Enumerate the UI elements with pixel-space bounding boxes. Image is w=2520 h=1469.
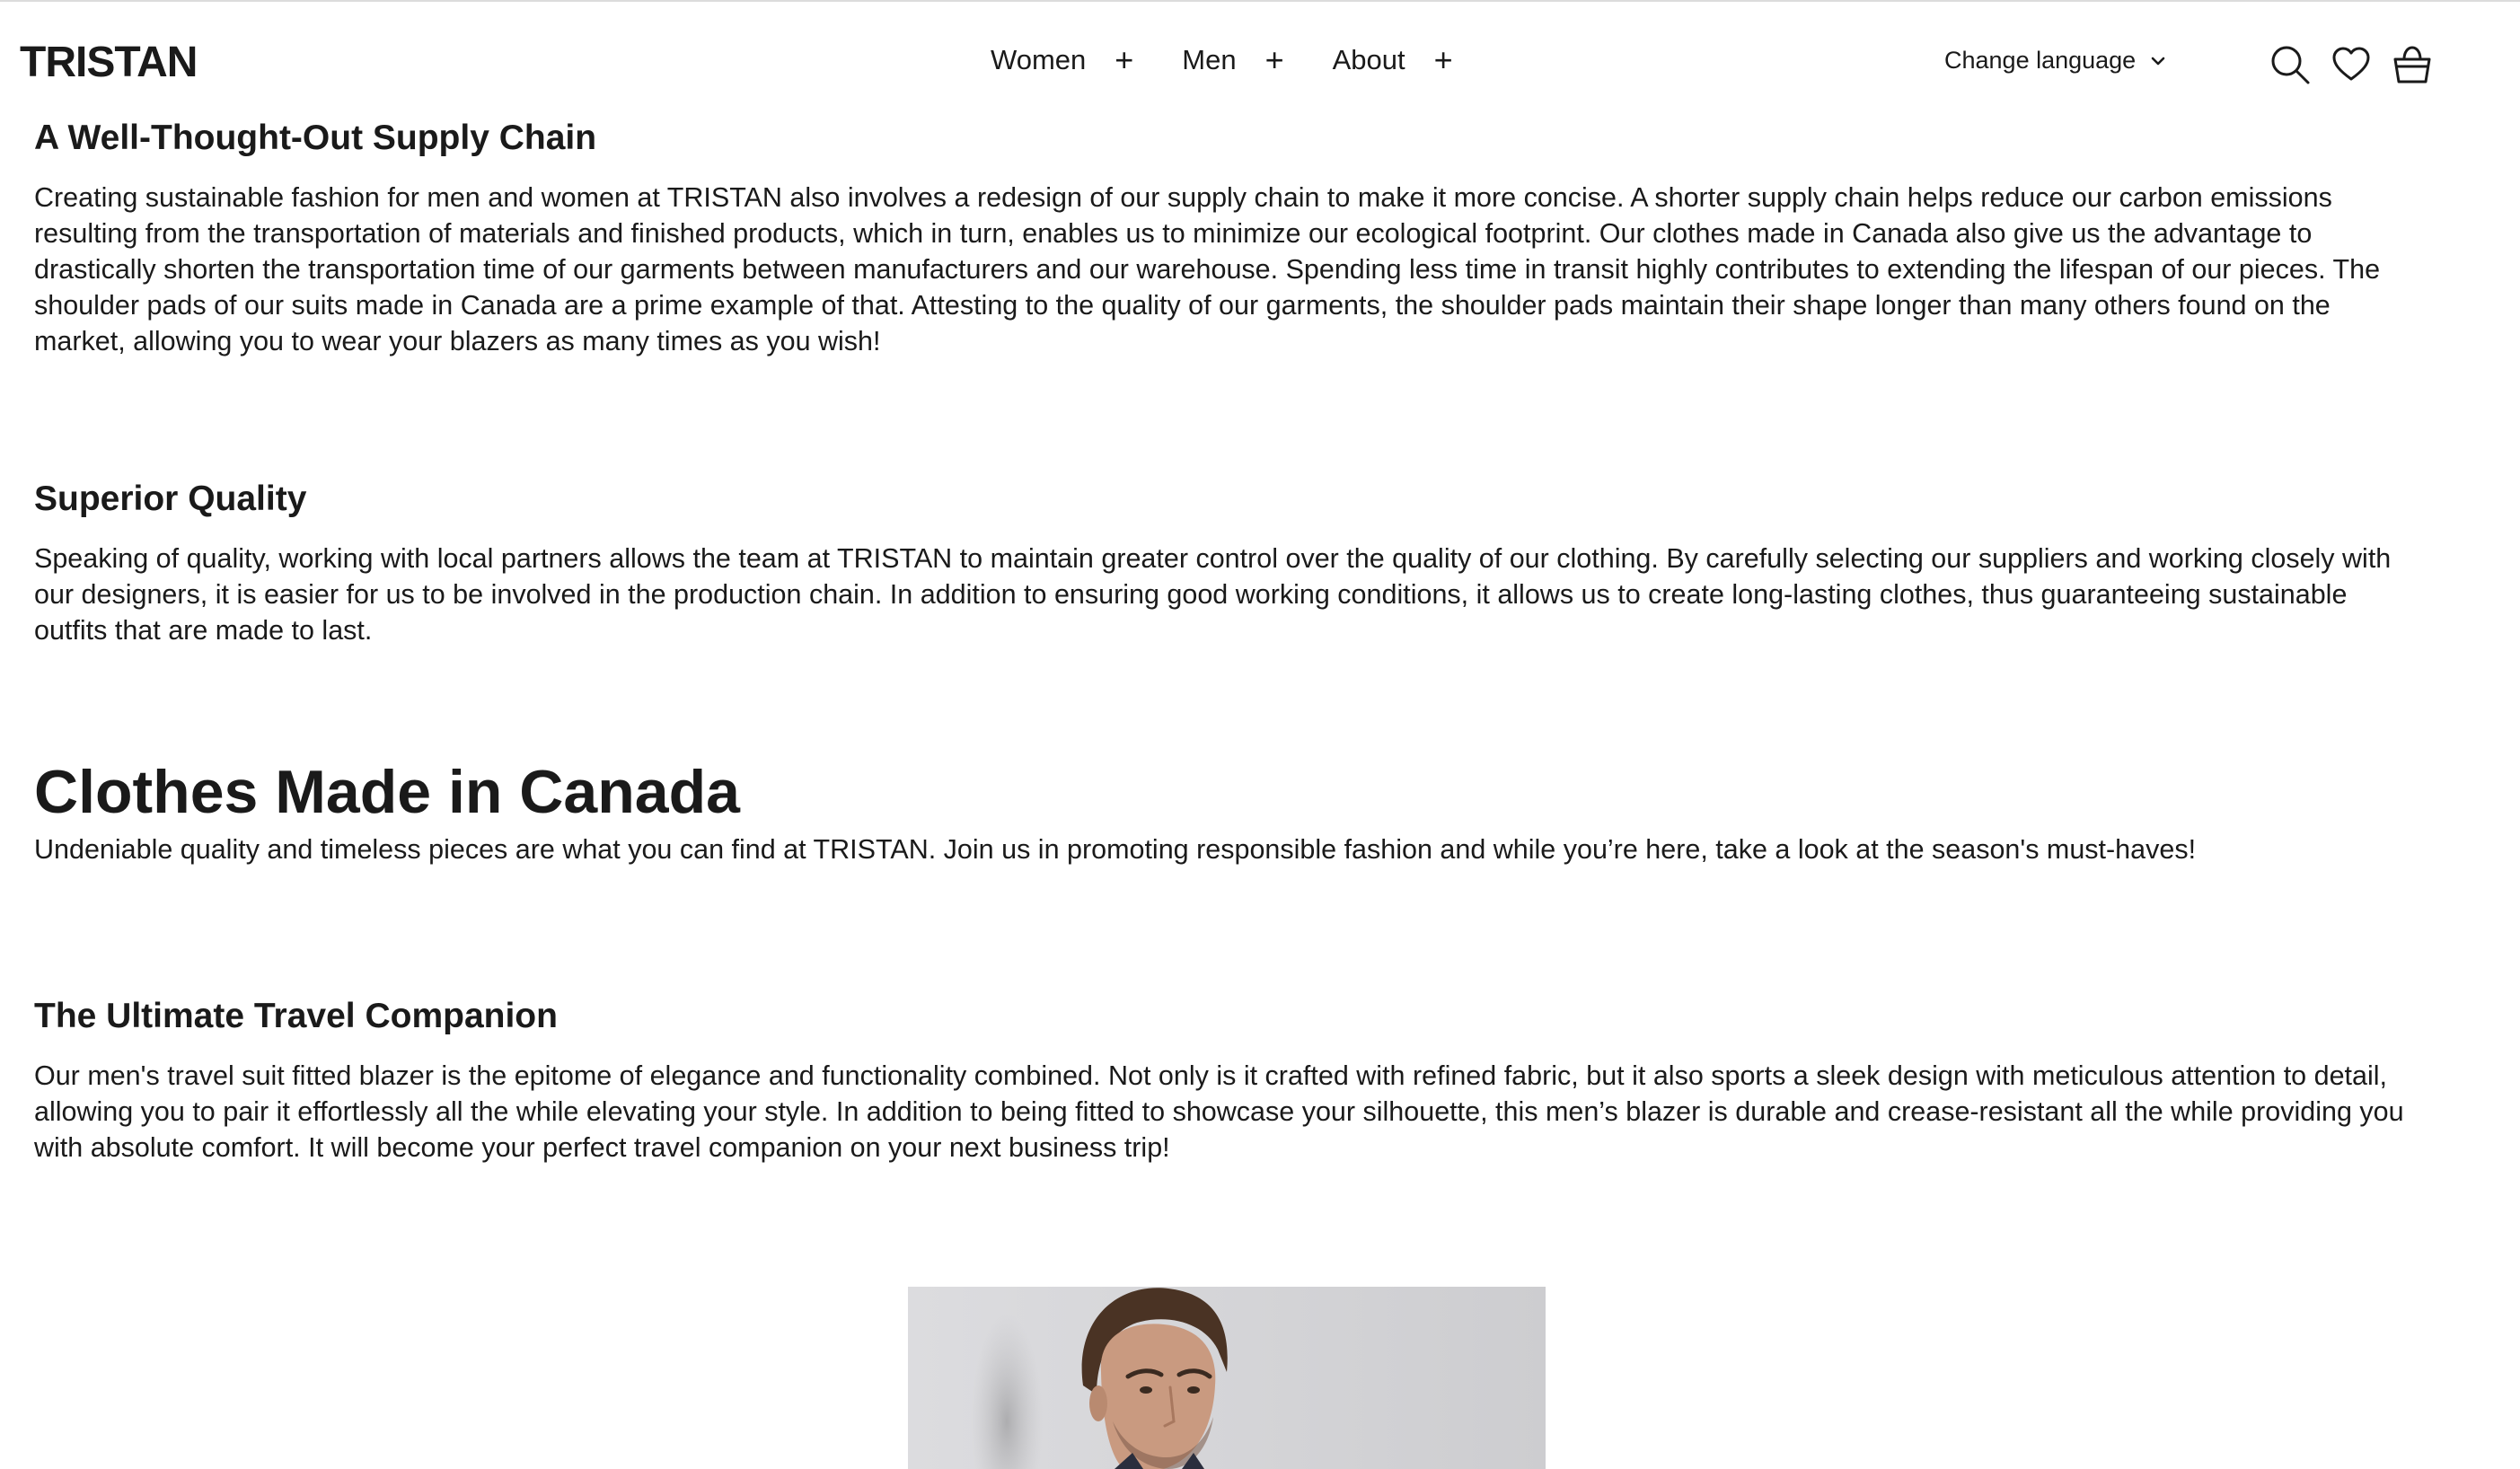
nav-item-label: Women <box>991 44 1087 75</box>
product-image-blazer[interactable] <box>908 1287 1546 1469</box>
nav-item-women[interactable] <box>991 41 1134 78</box>
model-photo <box>908 1287 1546 1469</box>
main-nav <box>991 38 1502 83</box>
header-icons <box>2267 41 2450 88</box>
section-text: Creating sustainable fashion for men and women at TRISTAN also involves a redesign of our supply chain to make it more concise. A shorter supply chain helps reduce our carbon emissions resulting from the transportation of materials and finished products, which in turn, enables us to minimize our ecological footprint. Our clothes made in Canada also give us the advantage to drastically shorten the transportation time of our garments between manufacturers and our warehouse. Spending less time in transit highly contributes to extending the lifespan of our pieces. The shoulder pads of our suits made in Canada are a prime example of that. Attesting to the quality of our garments, the shoulder pads maintain their shape longer than many others found on the market, allowing you to wear your blazers as many times as you wish! <box>34 182 2381 356</box>
chevron-down-icon <box>2150 56 2166 66</box>
heart-icon <box>2331 47 2371 83</box>
nav-item-about[interactable] <box>1332 41 1453 78</box>
page-title: Clothes Made in Canada <box>34 758 740 826</box>
change-language-dropdown[interactable] <box>1944 47 2166 75</box>
plus-icon[interactable]: + <box>1264 41 1284 78</box>
nav-item-label: About <box>1332 44 1405 75</box>
plus-icon[interactable]: + <box>1433 41 1453 78</box>
cart-button[interactable] <box>2389 41 2436 88</box>
nav-item-label: Men <box>1182 44 1237 75</box>
section-heading: The Ultimate Travel Companion <box>34 997 558 1035</box>
site-header <box>0 2 2520 119</box>
supply-chain-section <box>34 113 2427 359</box>
travel-section <box>34 991 2427 1166</box>
search-button[interactable] <box>2267 41 2313 88</box>
section-heading: A Well-Thought-Out Supply Chain <box>34 119 597 157</box>
change-language-label: Change language <box>1944 47 2137 74</box>
section-text: Undeniable quality and timeless pieces are what you can find at TRISTAN. Join us in promoting responsible fashion and while you’re here, take a look at the season's must-haves! <box>34 834 2197 865</box>
section-heading: Superior Quality <box>34 479 307 518</box>
wishlist-button[interactable] <box>2328 41 2375 88</box>
plus-icon[interactable]: + <box>1115 41 1134 78</box>
section-text: Speaking of quality, working with local partners allows the team at TRISTAN to maintain greater control over the quality of our clothing. By carefully selecting our suppliers and working closely with our designers, it is easier for us to be involved in the production chain. In addition to ensuring good working conditions, it allows us to create long-lasting clothes, thus guaranteeing sustainable outfits that are made to last. <box>34 543 2392 646</box>
basket-icon <box>2392 45 2433 84</box>
search-icon <box>2269 43 2312 86</box>
canada-section <box>34 754 2427 867</box>
section-text: Our men's travel suit fitted blazer is the epitome of elegance and functionality combined. Not only is it crafted with refined fabric, but it also sports a sleek design with meticulous attention to detail, allowing you to pair it effortlessly all the while elevating your style. In addition to being fitted to showcase your silhouette, this men’s blazer is durable and crease-resistant all the while providing you with absolute comfort. It will become your perfect travel companion on your next business trip! <box>34 1060 2404 1163</box>
brand-logo[interactable]: TRISTAN <box>20 39 198 86</box>
nav-item-men[interactable] <box>1182 41 1284 78</box>
quality-section <box>34 474 2427 648</box>
